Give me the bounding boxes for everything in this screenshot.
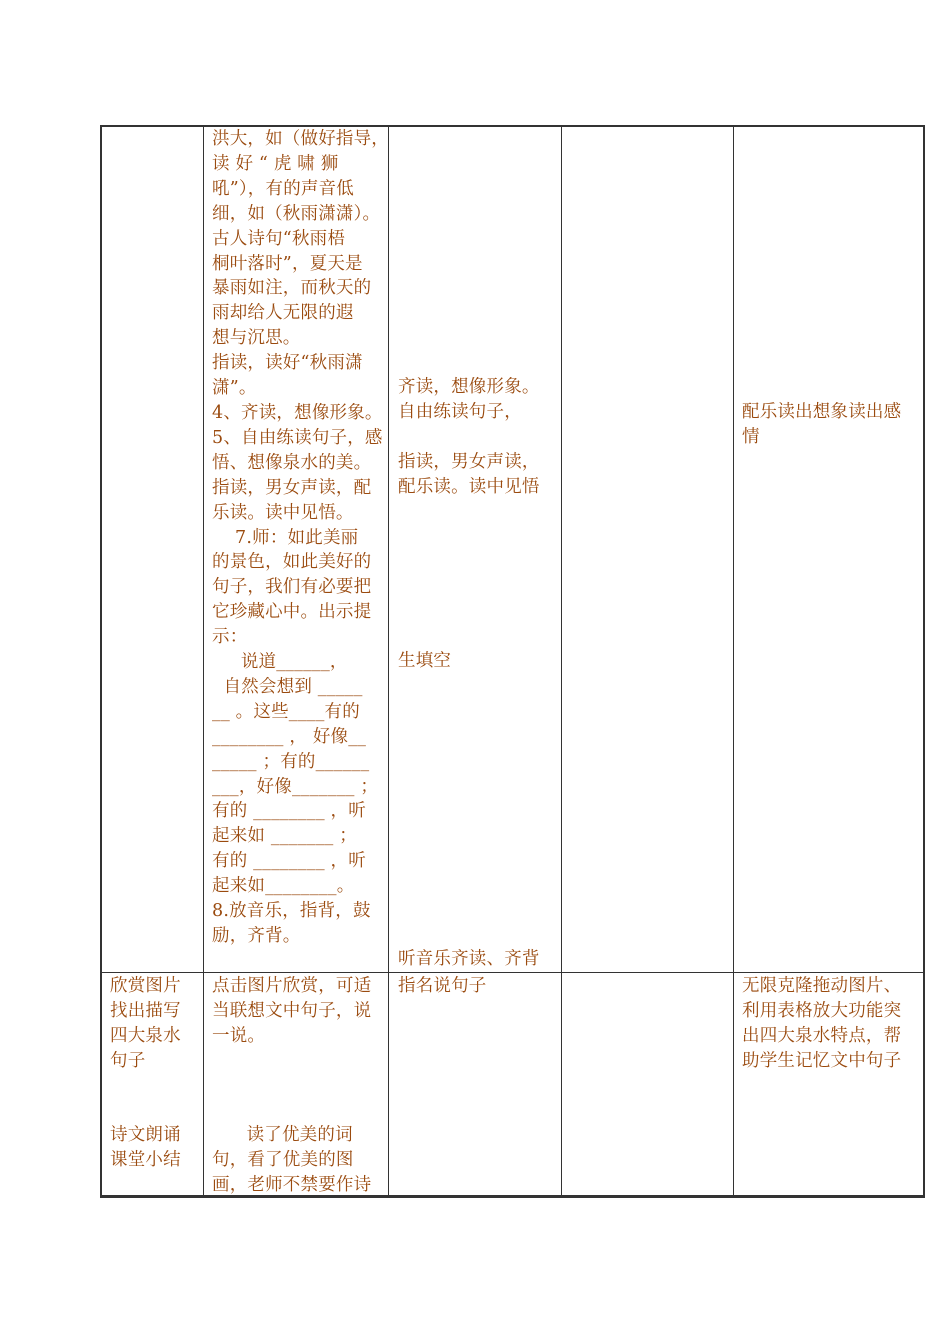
row1-student-fill-blank: 生填空 [398,651,452,671]
text-line: 悟、想像泉水的美。 [212,452,372,473]
column-divider [203,127,204,1195]
text-line: 励，齐背。 [212,926,301,946]
text-line: 桐叶落时”，夏天是 [212,253,363,274]
text-line: 指读，读好“秋雨潇 [212,353,363,374]
text-line: 找出描写 [110,1000,181,1021]
text-line: 洪大，如（做好指导， [212,129,389,149]
row-divider [102,972,923,973]
text-line: __ 。这些____有的 [212,701,360,722]
text-line: 4、齐读，想像形象。 [212,402,383,423]
text-line: 它珍藏心中。出示提 [212,602,372,623]
text-line: 古人诗句“秋雨梧 [212,228,346,249]
text-line: 画，老师不禁要作诗 [212,1174,372,1195]
column-divider [561,127,562,1195]
text-line: 一说。 [212,1025,266,1046]
text-line: 自然会想到 _____ [212,676,363,697]
text-line: 配乐读出想象读出感 [742,402,902,422]
text-line: 指读，男女声读，配 [212,477,372,498]
text-line: 读 好 “ 虎 啸 狮 [212,153,339,174]
row1-media-note [742,400,901,450]
row2-media-note [742,974,901,1074]
text-line: 指读，男女声读， [398,452,540,472]
text-line: 句子，我们有必要把 [212,577,372,598]
text-line: 有的 ________ ，听 [212,851,366,872]
text-line: 说道______， [212,652,348,673]
lesson-plan-table [100,125,925,1198]
text-line: 潇”。 [212,378,257,399]
text-line: 无限克隆拖动图片、 [742,976,902,996]
text-line: 齐读，想像形象。 [398,377,540,397]
text-line: 有的 ________ ，听 [212,801,366,822]
text-line: 句，看了优美的图 [212,1149,354,1170]
text-line: 示： [212,627,248,648]
text-line: 自由练读句子， [398,401,522,422]
text-line: 情 [742,426,760,447]
text-line: 配乐读。读中见悟 [398,476,540,497]
row1-teacher-activity [212,127,389,949]
text-line: 四大泉水 [110,1025,181,1046]
text-line: 起来如 _______ ； [212,826,357,847]
text-line: 雨却给人无限的遐 [212,303,354,324]
text-line: 出四大泉水特点，帮 [742,1025,902,1046]
text-line: 暴雨如注，而秋天的 [212,278,372,299]
text-line: 诗文朗诵 [110,1125,181,1145]
row1-student-activity-pair-reading [398,450,540,500]
text-line: 起来如________。 [212,876,355,897]
row1-student-activity-reading [398,375,540,425]
text-line: 7.师：如此美丽 [212,527,359,548]
text-line: 5、自由练读句子，感 [212,427,383,448]
text-line: 细，如（秋雨潇潇）。 [212,203,381,224]
row2-teacher-poem [212,1123,371,1198]
row2-student-activity [398,974,487,999]
text-line: 助学生记忆文中句子 [742,1050,902,1071]
text-line: 的景色，如此美好的 [212,552,372,573]
text-line: 利用表格放大功能突 [742,1000,902,1021]
text-line: _____ ；有的______ [212,751,370,772]
row1-student-recite: 听音乐齐读、齐背 [398,949,540,969]
text-line: ___，好像_______ ； [212,776,379,797]
text-line: 乐读。读中见悟。 [212,502,354,523]
row2-section-label-images [110,974,181,1074]
column-divider [733,127,734,1195]
row2-section-label-summary [110,1123,181,1173]
text-line: 指名说句子 [398,976,487,996]
text-line: 8.放音乐，指背，鼓 [212,901,371,922]
row2-teacher-activity [212,974,371,1049]
text-line: 课堂小结 [110,1149,181,1170]
text-line: 吼”），有的声音低 [212,178,354,199]
text-line: 当联想文中句子，说 [212,1000,372,1021]
text-line: 欣赏图片 [110,976,181,996]
text-line: ________ ， 好像__ [212,726,367,747]
text-line: 想与沉思。 [212,328,301,349]
text-line: 句子 [110,1050,146,1071]
text-line: 点击图片欣赏，可适 [212,976,372,996]
text-line: 读了优美的词 [212,1125,353,1145]
